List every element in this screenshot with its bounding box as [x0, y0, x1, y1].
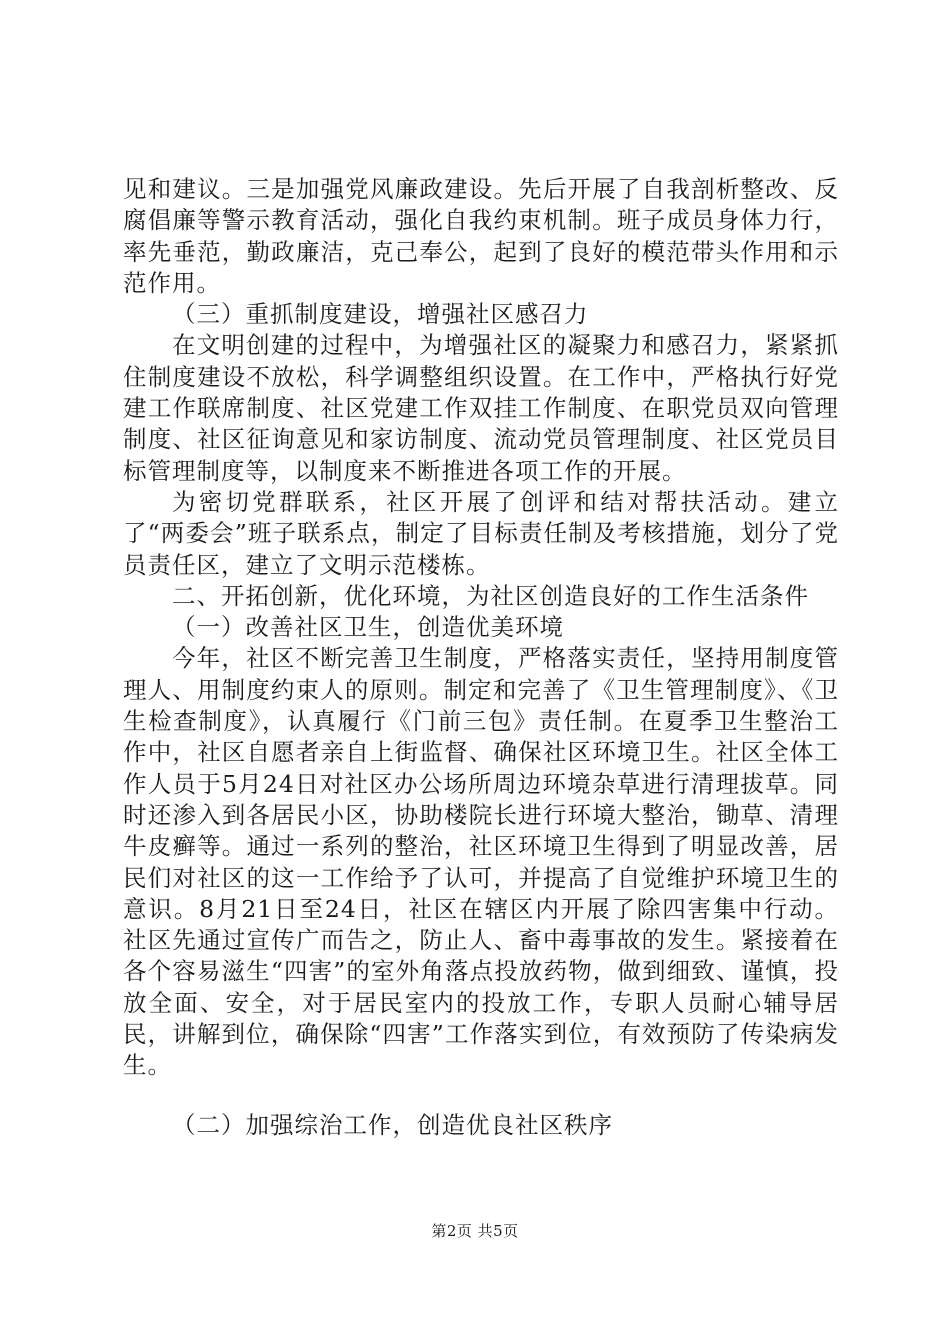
chapter-heading-2: 二、开拓创新，优化环境，为社区创造良好的工作生活条件: [172, 581, 809, 610]
paragraph-system-building: 在文明创建的过程中，为增强社区的凝聚力和感召力，紧紧抓住制度建设不放松，科学调整组织设置。在工作中，严格执行好党建工作联席制度、社区党建工作双挂工作制度、在职党员双向管理制度、社区征询意见和家访制度、流动党员管理制度、社区党员目标管理制度等，以制度来不断推进各项工作的开展。: [123, 331, 839, 485]
paragraph-continuation: 见和建议。三是加强党风廉政建设。先后开展了自我剖析整改、反腐倡廉等警示教育活动，强化自我约束机制。班子成员身体力行，率先垂范，勤政廉洁，克己奉公，起到了良好的模范带头作用和示范作用。: [123, 175, 839, 297]
section-heading-3: （三）重抓制度建设，增强社区感召力: [172, 300, 589, 329]
section-heading-1: （一）改善社区卫生，创造优美环境: [172, 613, 564, 642]
page-number-footer: 第2页 共5页: [431, 1222, 519, 1240]
paragraph-party-contact: 为密切党群联系，社区开展了创评和结对帮扶活动。建立了“两委会”班子联系点，制定了目标责任制及考核措施，划分了党员责任区，建立了文明示范楼栋。: [123, 487, 839, 579]
paragraph-sanitation: 今年，社区不断完善卫生制度，严格落实责任，坚持用制度管理人、用制度约束人的原则。制定和完善了《卫生管理制度》、《卫生检查制度》，认真履行《门前三包》责任制。在夏季卫生整治工作中，社区自愿者亲自上街监督、确保社区环境卫生。社区全体工作人员于5月24日对社区办公场所周边环境杂草进行清理拔草。同时还渗入到各居民小区，协助楼院长进行环境大整治，锄草、清理牛皮癣等。通过一系列的整治，社区环境卫生得到了明显改善，居民们对社区的这一工作给予了认可，并提高了自觉维护环境卫生的意识。8月21日至24日，社区在辖区内开展了除四害集中行动。社区先通过宣传广而告之，防止人、畜中毒事故的发生。紧接着在各个容易滋生“四害”的室外角落点投放药物，做到细致、谨慎，投放全面、安全，对于居民室内的投放工作，专职人员耐心辅导居民，讲解到位，确保除“四害”工作落实到位，有效预防了传染病发生。: [123, 644, 839, 1080]
section-heading-2: （二）加强综治工作，创造优良社区秩序: [172, 1110, 613, 1139]
document-body: [123, 174, 839, 1141]
